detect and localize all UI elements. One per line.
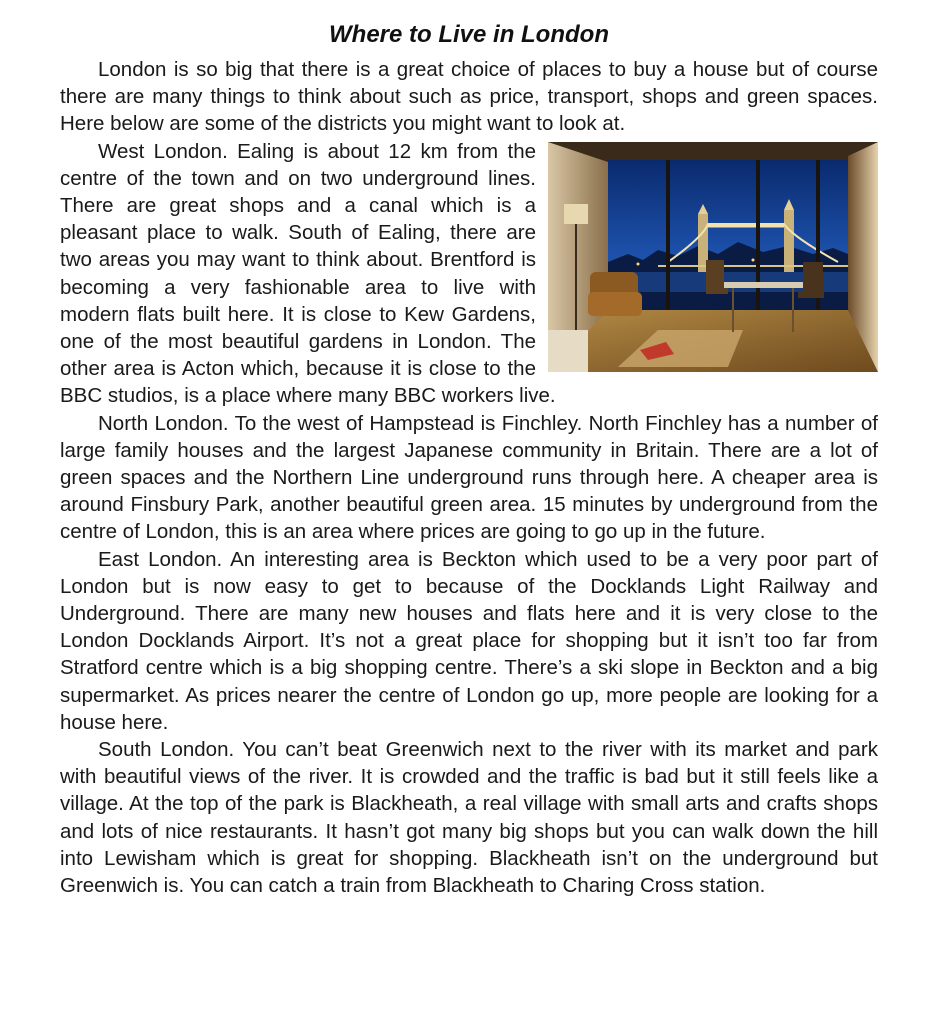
intro-paragraph: London is so big that there is a great choice of places to buy a house but of course there are many things to think about such as price, transport, shops and green spaces. Here below are some of the districts you might want to look at. bbox=[60, 58, 878, 136]
apartment-view-photo bbox=[548, 142, 878, 372]
north-london-paragraph: North London. To the west of Hampstead is Finchley. North Finchley has a number of large family houses and the largest Japanese community in Britain. There are a lot of green spaces and the Northern Line underground runs through here. A cheaper area is around Finsbury Park, another beautiful green area. 15 minutes by underground from the centre of London, this is an area where prices are going to go up in the future. bbox=[60, 411, 878, 544]
south-london-paragraph: South London. You can’t beat Greenwich next to the river with its market and park with beautiful views of the river. It is crowded and the traffic is bad but it still feels like a village. At the top of the park is Blackheath, a real village with small arts and crafts shops and lots of nice restaurants. It hasn’t got many big shops but you can walk down the hill into Lewisham which is great for shopping. Blackheath isn’t on the underground but Greenwich is. You can catch a train from Blackheath to Charing Cross station. bbox=[60, 738, 878, 898]
article bbox=[60, 18, 878, 899]
west-london-paragraph: West London. Ealing is about 12 km from the centre of the town and on two underground lines. There are great shops and a canal which is a pleasant place to walk. South of Ealing, there are two areas you may want to think about. Brentford is becoming a very fashionable area to live with modern flats built here. It is close to Kew Gardens, one of the most beautiful gardens in London. The other area is Acton which, because it is close to the BBC studios, is a place where many BBC workers live. bbox=[60, 139, 556, 408]
article-title: Where to Live in London bbox=[329, 21, 609, 48]
east-london-paragraph: East London. An interesting area is Beckton which used to be a very poor part of London but is now easy to get to because of the Docklands Light Railway and Underground. There are many new houses and flats here and it is very close to the London Docklands Airport. It’s not a great place for shopping but it isn’t too far from Stratford centre which is a big shopping centre. There’s a ski slope in Beckton and a big supermarket. As prices nearer the centre of London go up, more people are looking for a house here. bbox=[60, 547, 878, 734]
